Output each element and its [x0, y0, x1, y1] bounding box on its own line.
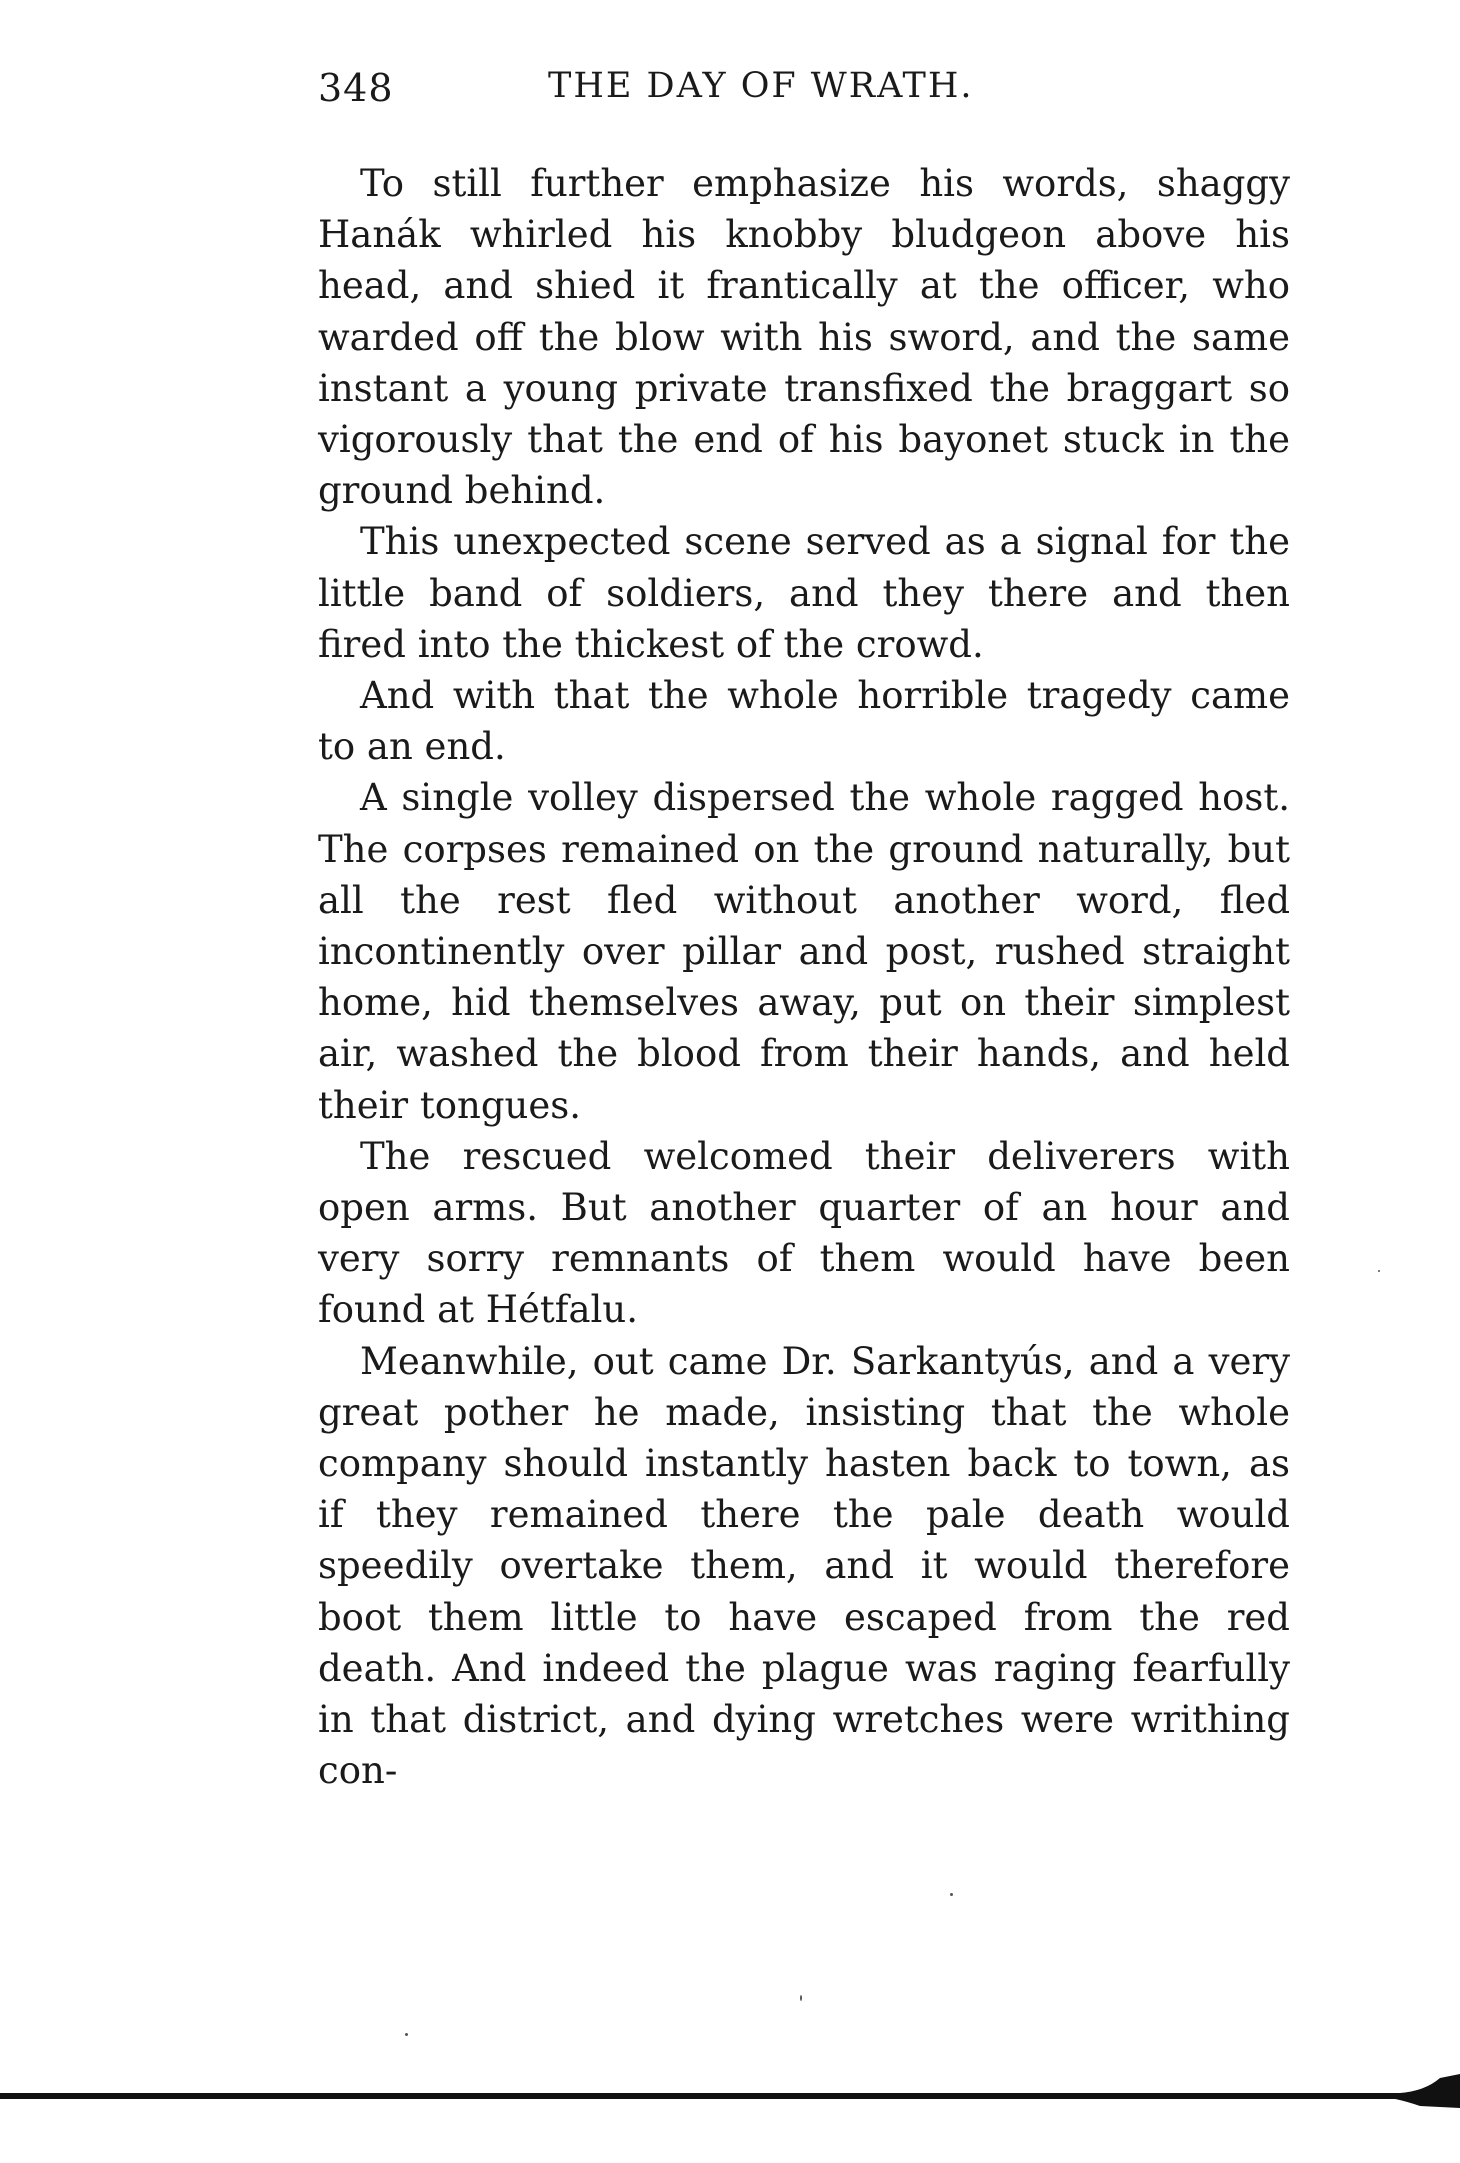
paragraph: This unexpected scene served as a signal for the little band of soldiers, and they there and then fired into the thickest of the crowd. — [318, 520, 1290, 666]
page-number: 348 — [318, 66, 394, 110]
bottom-rule — [0, 2070, 1460, 2110]
paragraph: And with that the whole horrible tragedy came to an end. — [318, 674, 1290, 769]
paragraph: To still further emphasize his words, shaggy Hanák whirled his knobby bludgeon above his head, and shied it frantically at the officer, who warded off the blow with his sword, and the same instant a young private transfixed the braggart so vigorously that the end of his bayonet stuck in the ground behind. — [318, 162, 1290, 513]
running-title: THE DAY OF WRATH. — [548, 66, 974, 106]
paragraph: The rescued welcomed their deliverers with open arms. But another quarter of an hour and very sorry remnants of them would have been found at Hétfalu. — [318, 1134, 1290, 1332]
paragraph: A single volley dispersed the whole ragged host. The corpses remained on the ground naturally, but all the rest fled without another word, fled incontinently over pillar and post, rushed straight home, hid themselves away, put on their simplest air, washed the blood from their hands, and held their tongues. — [318, 776, 1290, 1127]
body-text — [318, 158, 1290, 1797]
paragraph: Meanwhile, out came Dr. Sarkantyús, and a very great pother he made, insisting that the whole company should instantly hasten back to town, as if they remained there the pale death would speedily overtake them, and it would therefore boot them little to have escaped from the red death. And indeed the plague was raging fearfully in that district, and dying wretches were writhing con- — [318, 1339, 1290, 1793]
page-header — [318, 66, 1290, 126]
